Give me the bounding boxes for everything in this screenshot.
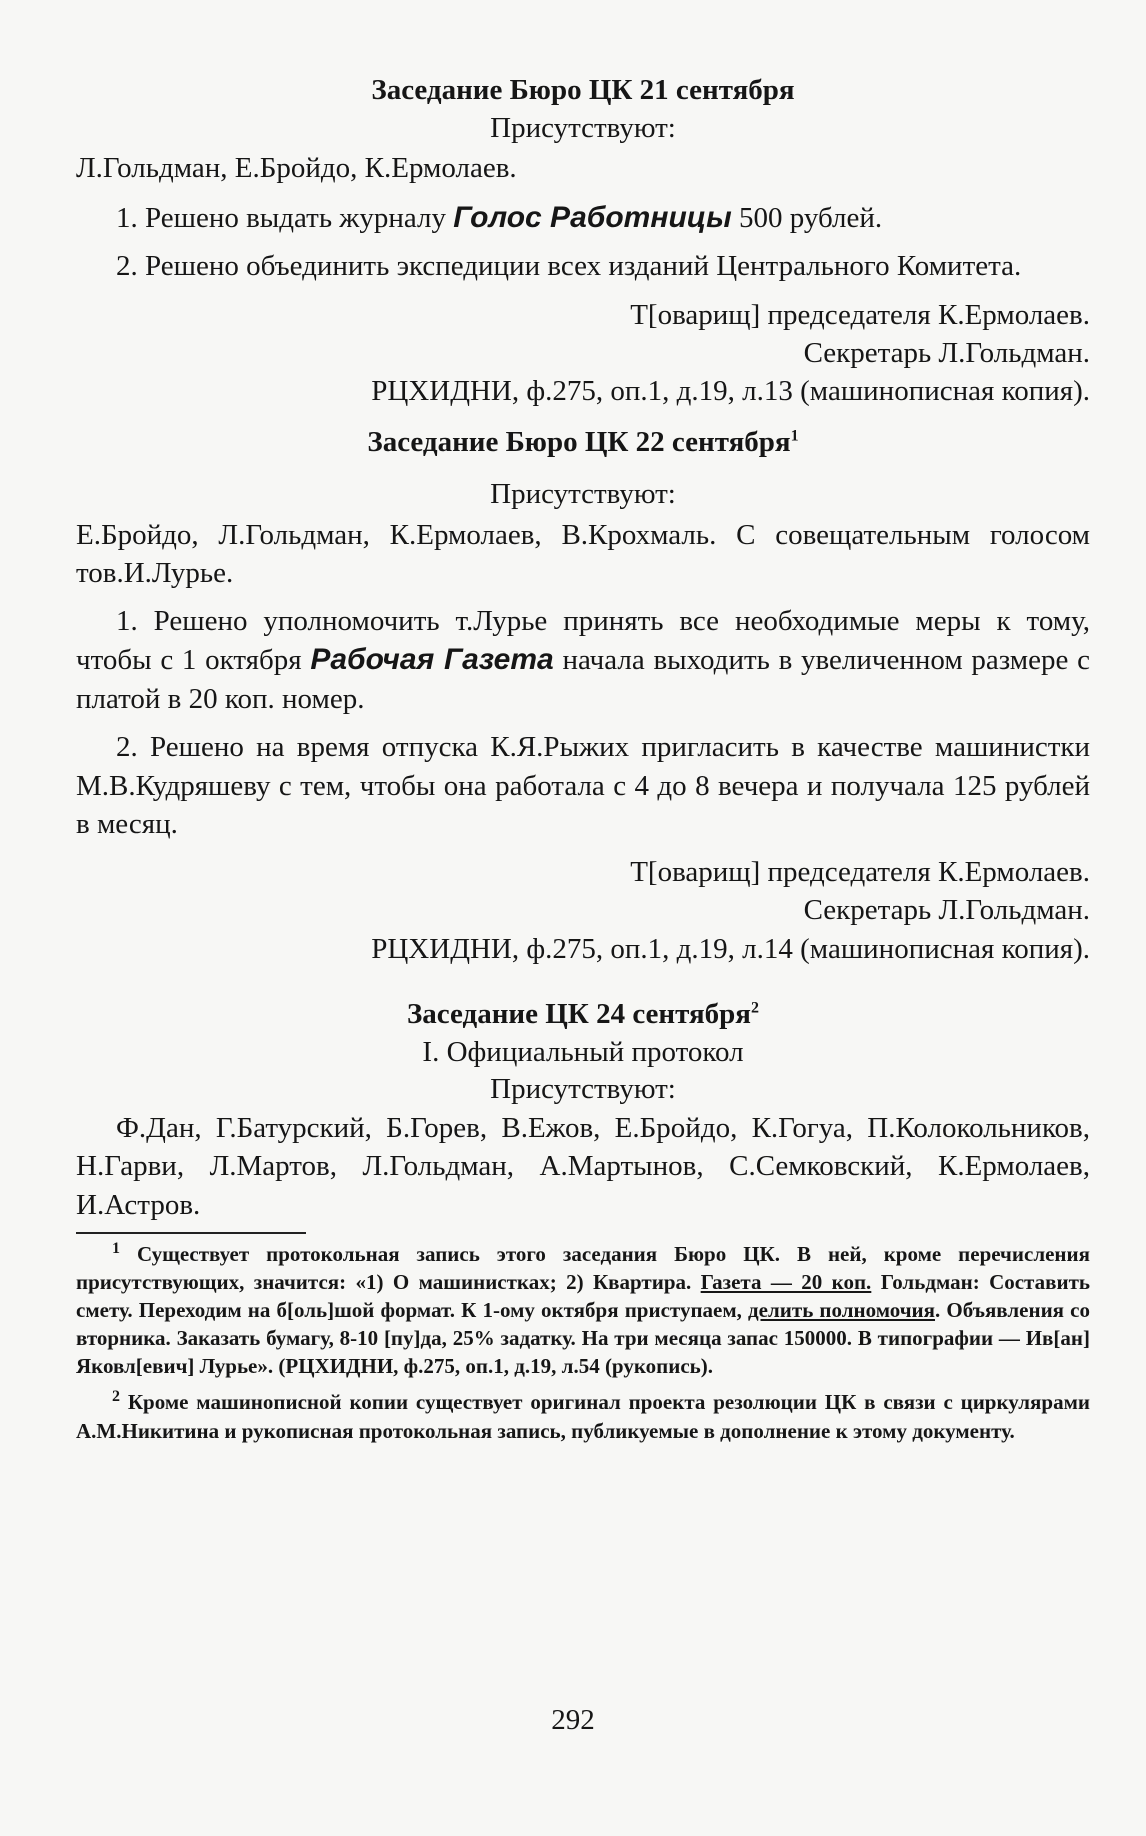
footnote-1: $^1$ Существует протокольная запись этого заседания Бюро ЦК. В ней, кроме перечисления присутствующих, значится: «1) О машинистках; 2) Квартира. Газета — 20 коп. Гольдман: Составить смету. Переходим на б[оль]шой формат. К 1-ому октября приступаем, делить полномочия. Объявления со вторника. Заказать бумагу, 8-10 [пу]да, 25% задатку. На три месяца запас 150000. В типографии — Ив[ан] Яковл[евич] Лурье». (РЦХИДНИ, ф.275, оп.1, д.19, л.54 (рукопись).: [76, 1239, 1090, 1379]
section-title-sep24: Заседание ЦК 24 сентября$^2$: [407, 997, 759, 1030]
resolution-item: 2. Решено объединить экспедиции всех изданий Центрального Комитета.: [116, 250, 1022, 283]
archive-source: РЦХИДНИ, ф.275, оп.1, д.19, л.13 (машинописная копия).: [371, 375, 1090, 408]
resolution-item: 1. Решено выдать журналу Голос Работницы 500 рублей.: [116, 200, 883, 234]
chair-signature: Т[оварищ] председателя К.Ермолаев.: [630, 856, 1090, 889]
attendees-list: Е.Бройдо, Л.Гольдман, К.Ермолаев, В.Крохмаль. С совещательным голосом тов.И.Лурье.: [76, 518, 1090, 589]
footnote-ref: 1: [790, 427, 799, 445]
journal-title: Голос Работницы: [453, 200, 732, 234]
present-label: Присутствуют:: [490, 111, 676, 144]
section-title-sep21: Заседание Бюро ЦК 21 сентября: [371, 74, 795, 106]
newspaper-title: Рабочая Газета: [310, 643, 554, 677]
footnote-divider: [76, 1232, 306, 1234]
secretary-signature: Секретарь Л.Гольдман.: [803, 894, 1090, 927]
secretary-signature: Секретарь Л.Гольдман.: [803, 336, 1090, 369]
present-label: Присутствуют:: [490, 1073, 676, 1106]
page-number: 292: [551, 1704, 595, 1736]
attendees-list: Л.Гольдман, Е.Бройдо, К.Ермолаев.: [76, 152, 517, 185]
archive-source: РЦХИДНИ, ф.275, оп.1, д.19, л.14 (машинописная копия).: [371, 932, 1090, 965]
attendees-list: Ф.Дан, Г.Батурский, Б.Горев, В.Ежов, Е.Бройдо, К.Гогуа, П.Колокольников, Н.Гарви, Л.Мартов, Л.Гольдман, А.Мартынов, С.Семковский, К.Ермолаев, И.Астров.: [76, 1111, 1090, 1221]
resolution-item: 1. Решено уполномочить т.Лурье принять все необходимые меры к тому, чтобы с 1 октября Рабочая Газета начала выходить в увеличенном размере с платой в 20 коп. номер.: [76, 605, 1090, 716]
resolution-item: 2. Решено на время отпуска К.Я.Рыжих пригласить в качестве машинистки М.В.Кудряшеву с тем, чтобы она работала с 4 до 8 вечера и получала 125 рублей в месяц.: [76, 731, 1090, 840]
section-title-sep22: Заседание Бюро ЦК 22 сентября$^1$: [367, 426, 799, 459]
footnote-2: $^2$ Кроме машинописной копии существует оригинал проекта резолюции ЦК в связи с циркулярами А.М.Никитина и рукописная протокольная запись, публикуемые в дополнение к этому документу.: [76, 1388, 1090, 1443]
present-label: Присутствуют:: [490, 477, 676, 510]
footnote-ref: 2: [751, 999, 759, 1017]
protocol-subtitle: I. Официальный протокол: [422, 1035, 744, 1068]
chair-signature: Т[оварищ] председателя К.Ермолаев.: [630, 298, 1090, 331]
